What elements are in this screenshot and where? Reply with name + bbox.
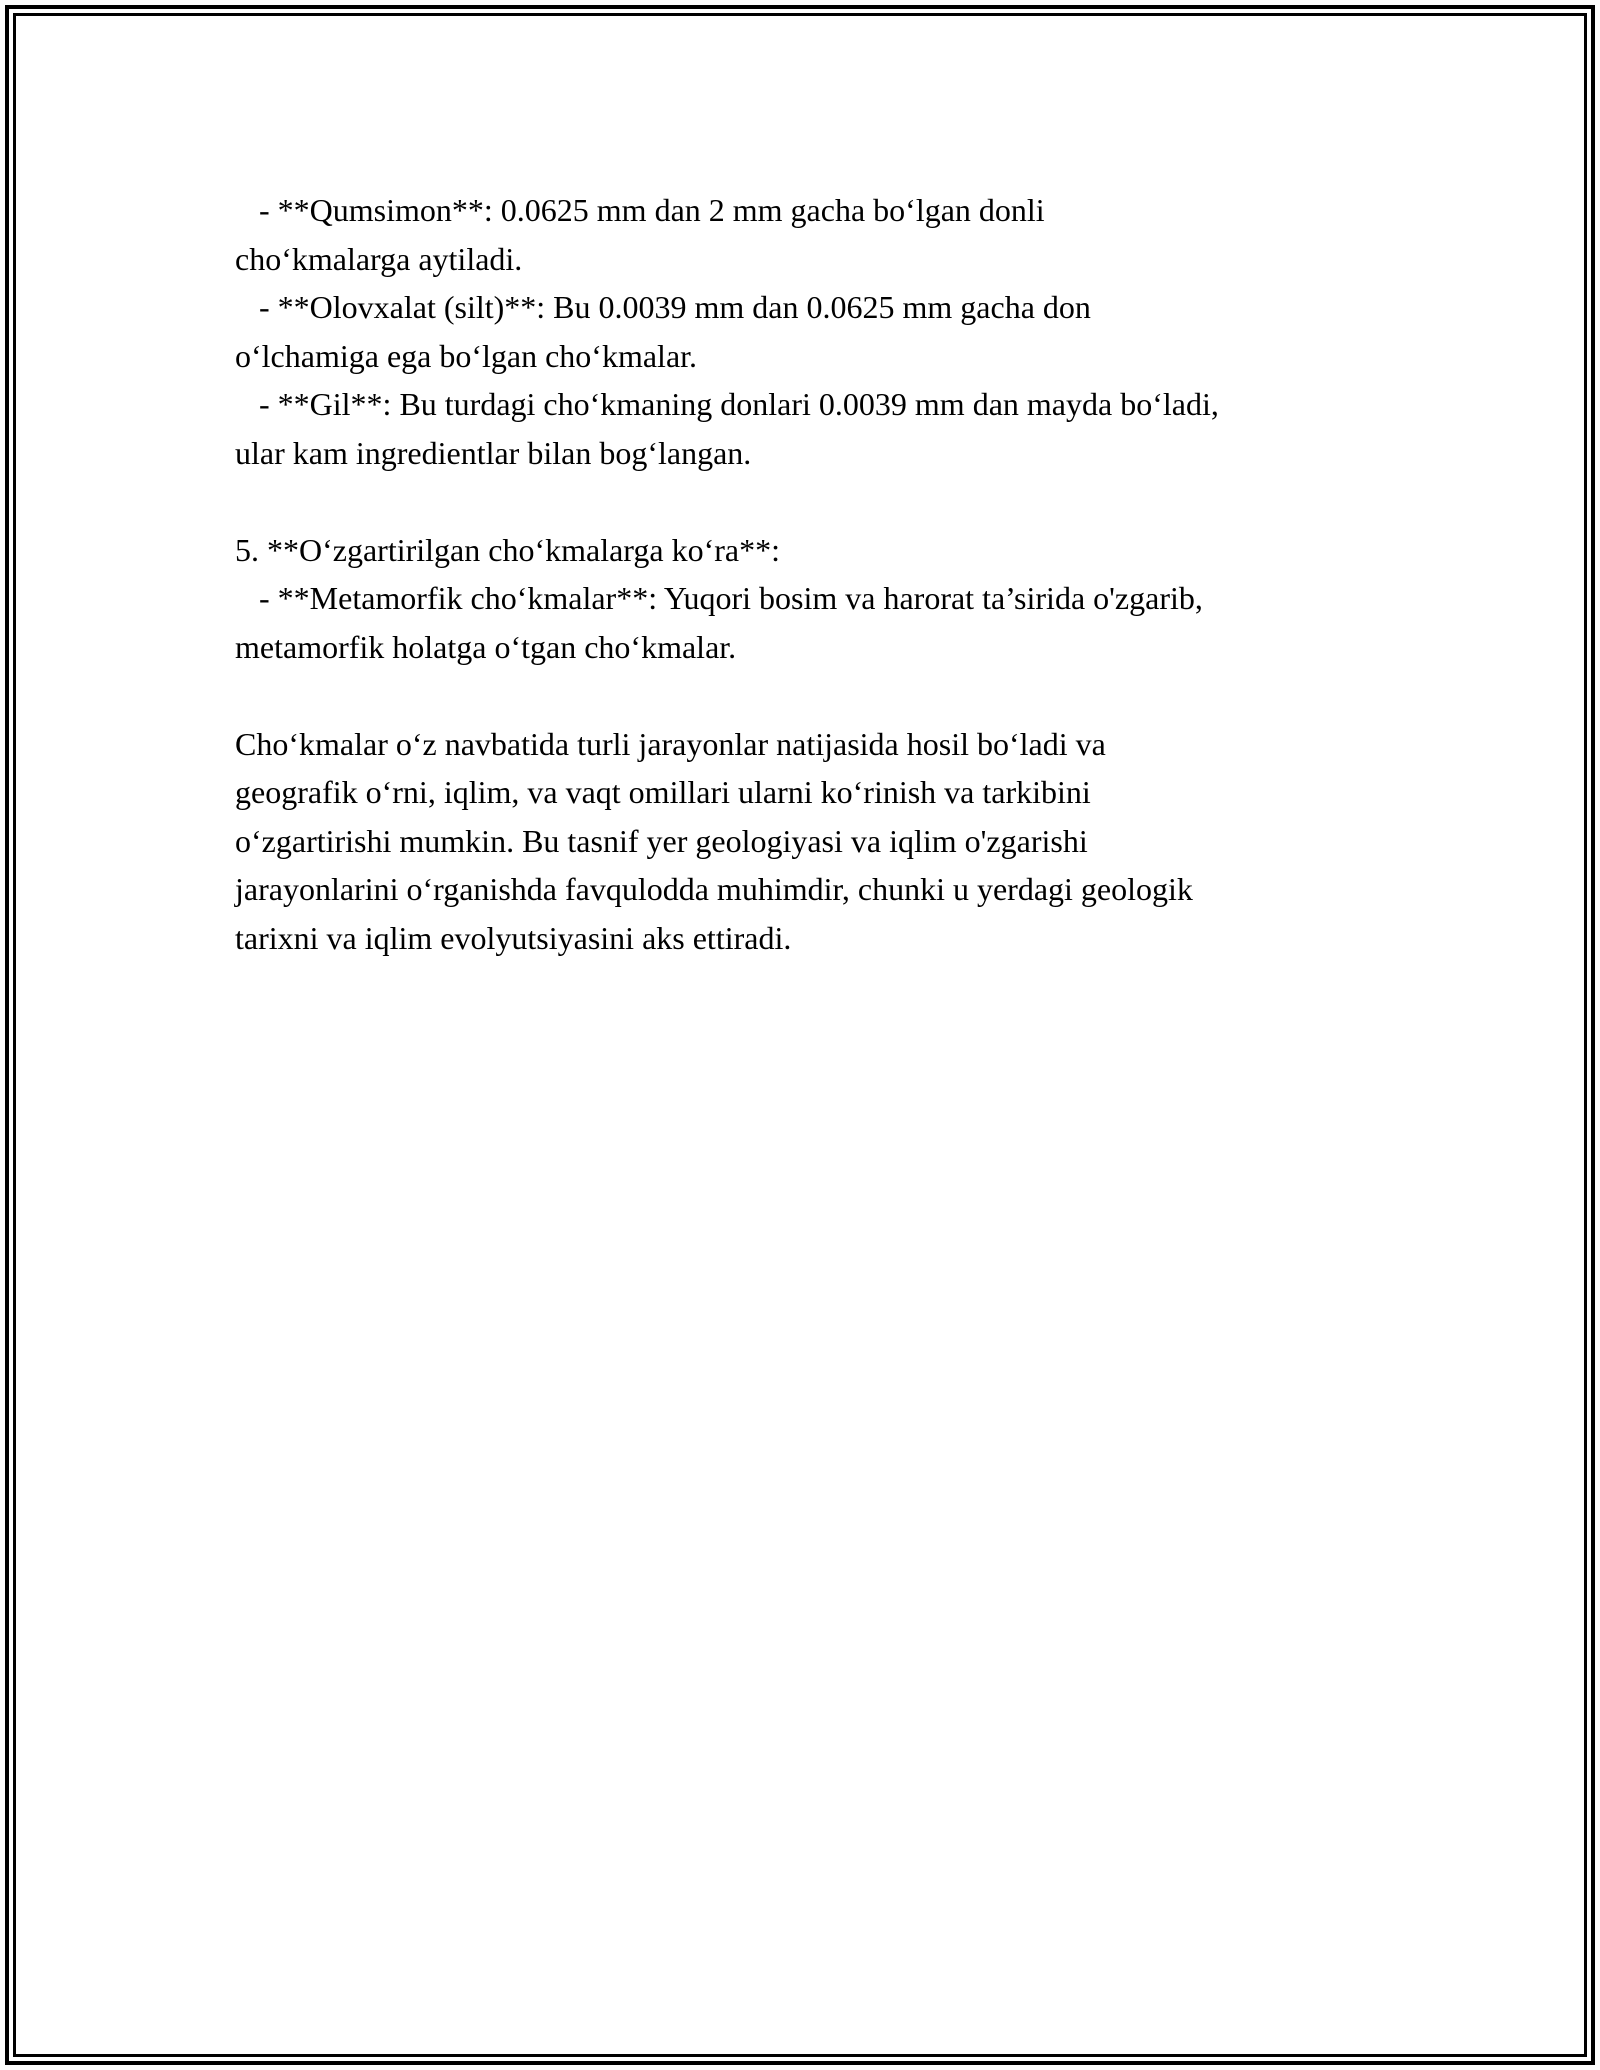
- text-line: - **Qumsimon**: 0.0625 mm dan 2 mm gacha bo‘lgan donli: [235, 192, 1045, 228]
- text-line: o‘lchamiga ega bo‘lgan cho‘kmalar.: [235, 337, 698, 374]
- paragraph-line: o‘zgartirishi mumkin. Bu tasnif yer geologiyasi va iqlim o'zgarishi: [235, 822, 1088, 859]
- section-heading: 5. **O‘zgartirilgan cho‘kmalarga ko‘ra**:: [235, 531, 780, 568]
- paragraph-line: jarayonlarini o‘rganishda favqulodda muhimdir, chunki u yerdagi geologik: [235, 871, 1193, 907]
- paragraph-line: tarixni va iqlim evolyutsiyasini aks ettiradi.: [235, 919, 792, 956]
- text-line: - **Gil**: Bu turdagi cho‘kmaning donlari 0.0039 mm dan mayda bo‘ladi,: [235, 386, 1219, 422]
- text-line: cho‘kmalarga aytiladi.: [235, 240, 523, 277]
- paragraph-line: Cho‘kmalar o‘z navbatida turli jarayonlar natijasida hosil bo‘ladi va: [235, 725, 1106, 762]
- blank-line: [235, 477, 1385, 526]
- paragraph-line: geografik o‘rni, iqlim, va vaqt omillari ularni ko‘rinish va tarkibini: [235, 774, 1091, 810]
- blank-line: [235, 671, 1385, 720]
- text-line: ular kam ingredientlar bilan bog‘langan.: [235, 434, 752, 471]
- text-line: - **Metamorfik cho‘kmalar**: Yuqori bosim va harorat ta’sirida o'zgarib,: [235, 580, 1203, 616]
- text-line: - **Olovxalat (silt)**: Bu 0.0039 mm dan 0.0625 mm gacha don: [235, 289, 1091, 325]
- text-line: metamorfik holatga o‘tgan cho‘kmalar.: [235, 628, 737, 665]
- document-body: [235, 186, 1385, 962]
